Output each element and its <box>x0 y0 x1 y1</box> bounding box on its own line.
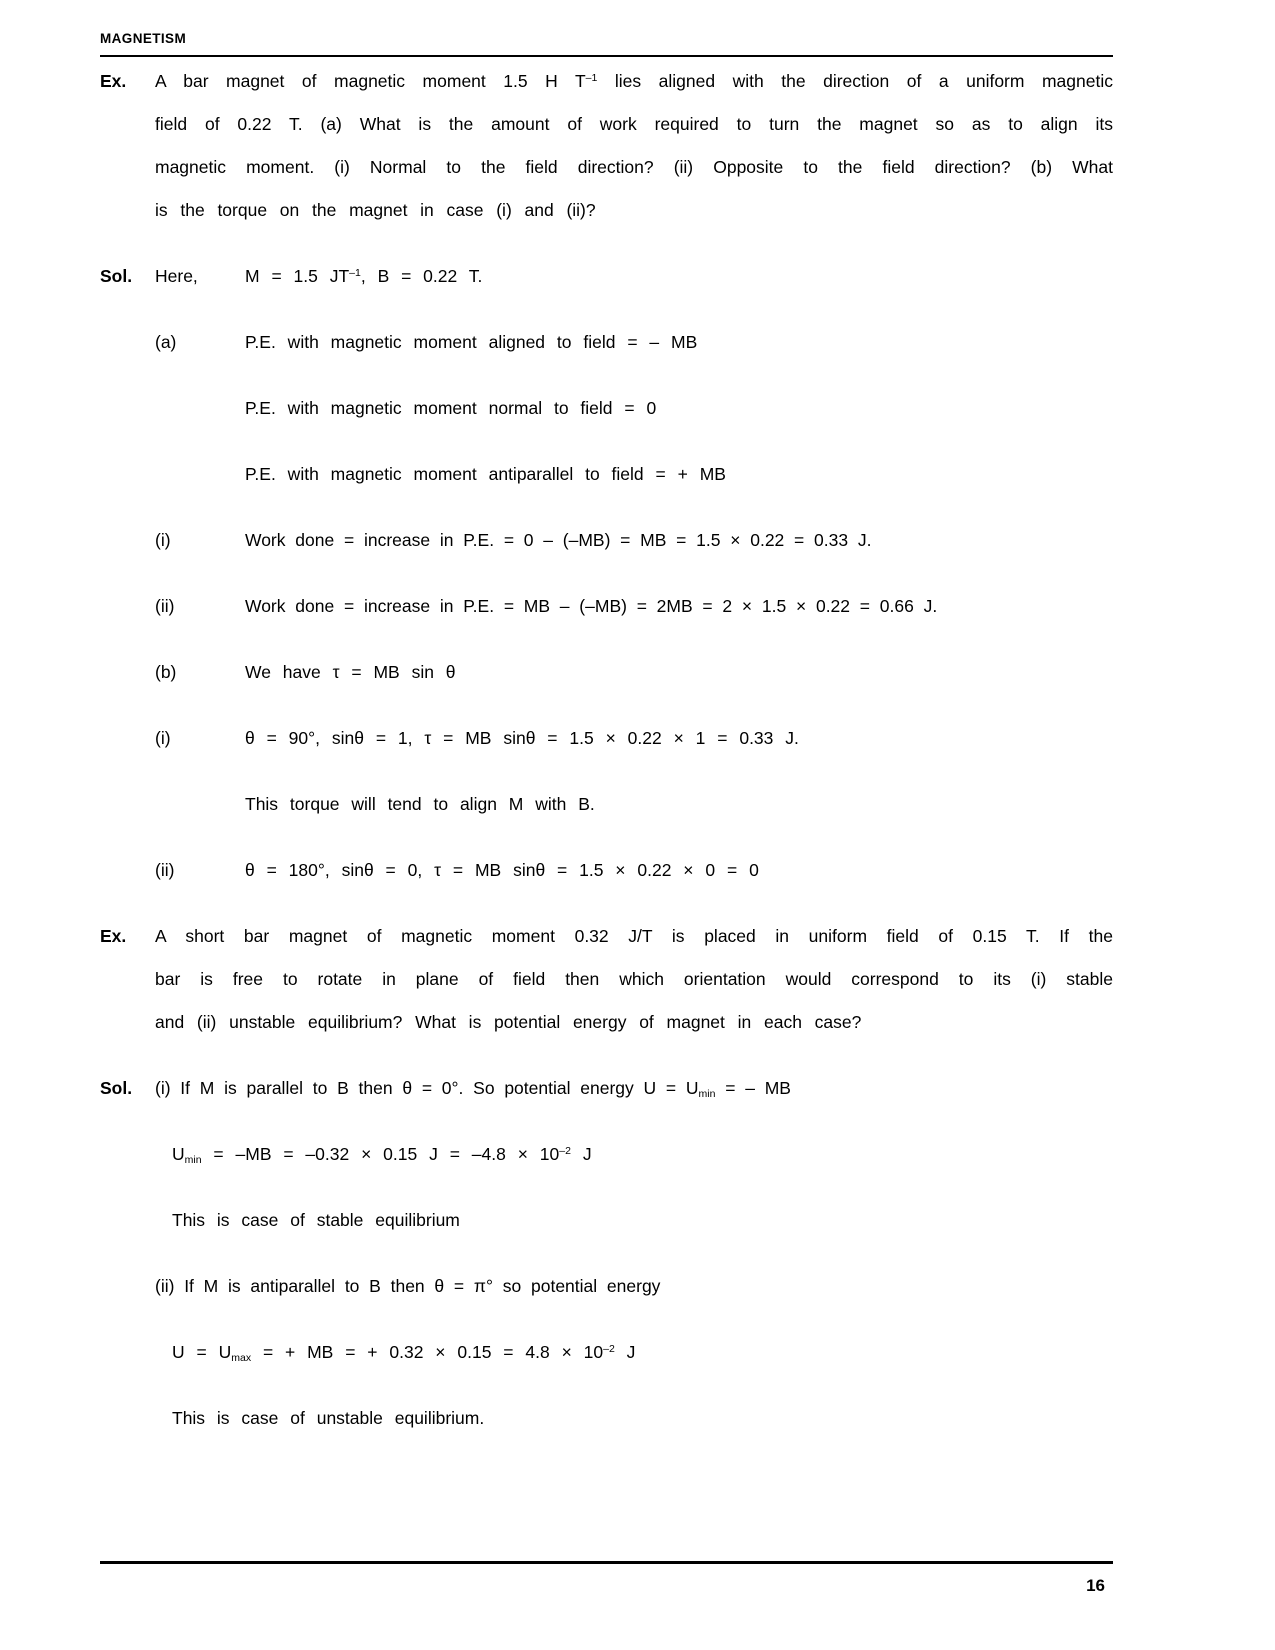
work-i-text: Work done = increase in P.E. = 0 – (–MB) = MB = 1.5 × 0.22 = 0.33 J. <box>245 530 872 550</box>
umin-text: $U_{min} = -MB = -0.32 \times 0.15$ $J = -4.8 \times 10^{-2}$ J <box>172 1144 592 1166</box>
text-line: field of 0.22 T. (a) What is the amount of work required to turn the magnet so as to align its <box>155 114 1113 134</box>
example-1 <box>100 60 1113 232</box>
step-a-text: P.E. with magnetic moment aligned to field = – MB <box>245 332 698 352</box>
example-2 <box>100 915 1113 1044</box>
step-b-text: We have τ = MB sin θ <box>245 662 456 682</box>
step-a-pe-aligned <box>100 321 1113 364</box>
pe-antiparallel-text: P.E. with magnetic moment antiparallel to field = + MB <box>245 464 726 484</box>
torque-ii-text: θ = 180°, sinθ = 0, τ = MB sinθ = 1.5 × 0.22 × 0 = 0 <box>245 860 759 880</box>
example-1-label: Ex. <box>100 71 127 91</box>
torque-i <box>100 717 1113 760</box>
step-b-torque <box>100 651 1113 694</box>
pe-antiparallel <box>100 453 1113 496</box>
solution-2-ii <box>100 1265 1113 1308</box>
torque-ii <box>100 849 1113 892</box>
unstable-note <box>100 1397 1113 1440</box>
example-2-text <box>155 915 1113 1044</box>
torque-i-label: (i) <box>155 728 171 748</box>
solution-2-i <box>100 1067 1113 1110</box>
umax-text: $U = U_{max}$ = + MB = + $0.32 \times 0.15 = 4.8 \times 10^{-2}$ J <box>172 1342 636 1364</box>
text-line: A short bar magnet of magnetic moment 0.32 J/T is placed in uniform field of 0.15 T. If the <box>155 926 1113 946</box>
text-line: magnetic moment. (i) Normal to the field direction? (ii) Opposite to the field direction? (b) What <box>155 157 1113 177</box>
header-rule <box>100 55 1113 57</box>
pe-normal-text: P.E. with magnetic moment normal to field = 0 <box>245 398 657 418</box>
example-1-text <box>155 60 1113 232</box>
unstable-note-text: This is case of unstable equilibrium. <box>172 1408 485 1428</box>
page-content <box>100 30 1113 1463</box>
solution-1-label: Sol. <box>100 266 133 286</box>
step-a-label: (a) <box>155 332 177 352</box>
work-ii-text: Work done = increase in P.E. = MB – (–MB) = 2MB = 2 × 1.5 × 0.22 = 0.66 J. <box>245 596 938 616</box>
torque-note-text: This torque will tend to align M with B. <box>245 794 595 814</box>
work-i-label: (i) <box>155 530 171 550</box>
solution-1-prefix: Here, <box>155 266 198 286</box>
torque-note <box>100 783 1113 826</box>
stable-note-text: This is case of stable equilibrium <box>172 1210 460 1230</box>
solution-2-ii-text: (ii) If M is antiparallel to B then θ = π° so potential energy <box>155 1276 661 1296</box>
step-b-label: (b) <box>155 662 177 682</box>
torque-ii-label: (ii) <box>155 860 175 880</box>
page-header <box>100 30 1113 57</box>
text-line: and (ii) unstable equilibrium? What is potential energy of magnet in each case? <box>155 1012 862 1032</box>
work-done-i <box>100 519 1113 562</box>
solution-1-formula: M = 1.5 $JT^{-1}$, B = 0.22 T. <box>245 266 483 286</box>
text-line: bar is free to rotate in plane of field then which orientation would correspond to its (i) stable <box>155 969 1113 989</box>
solution-1-given <box>100 255 1113 298</box>
text-line: is the torque on the magnet in case (i) and (ii)? <box>155 200 596 220</box>
footer-rule <box>100 1561 1113 1564</box>
document-body <box>100 60 1113 1440</box>
example-2-label: Ex. <box>100 926 127 946</box>
umin-formula <box>100 1133 1113 1176</box>
page-number: 16 <box>1086 1576 1105 1595</box>
stable-note <box>100 1199 1113 1242</box>
work-ii-label: (ii) <box>155 596 175 616</box>
solution-2-i-text: (i) If M is parallel to B then θ = 0°. So potential energy $U = U_{min}$ = – MB <box>155 1078 791 1100</box>
pe-normal <box>100 387 1113 430</box>
solution-2-label: Sol. <box>100 1078 133 1098</box>
umax-formula <box>100 1331 1113 1374</box>
page-title: MAGNETISM <box>100 31 187 46</box>
work-done-ii <box>100 585 1113 628</box>
text-line: A bar magnet of magnetic moment 1.5 H $T^{-1}$ lies aligned with the direction of a uniform magnetic <box>155 71 1113 91</box>
torque-i-text: θ = 90°, sinθ = 1, τ = MB sinθ = 1.5 × 0.22 × 1 = 0.33 J. <box>245 728 799 748</box>
